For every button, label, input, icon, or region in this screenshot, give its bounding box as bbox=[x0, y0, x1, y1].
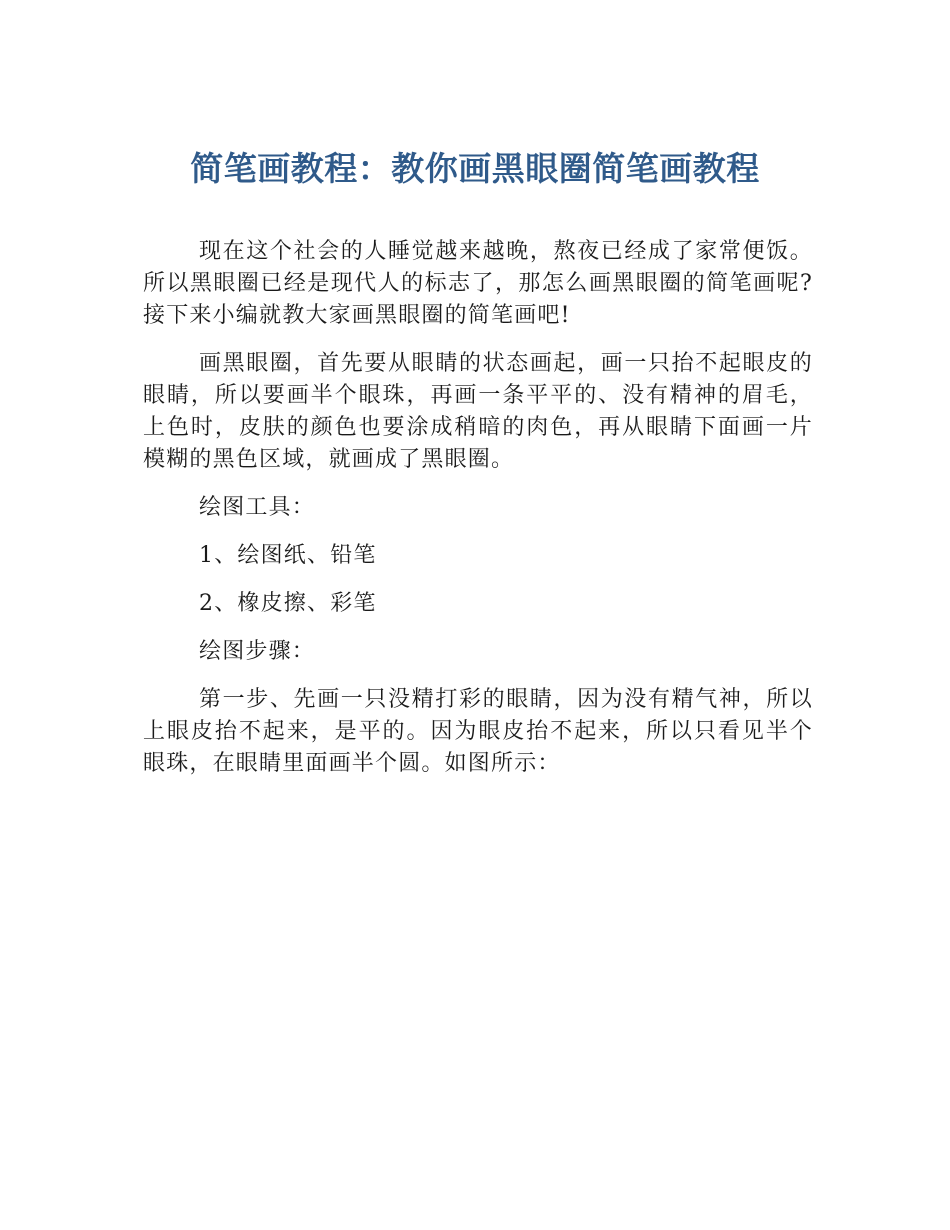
paragraph-tool-item-2: 2、橡皮擦、彩笔 bbox=[199, 591, 377, 616]
document-title: 简笔画教程：教你画黑眼圈简笔画教程 bbox=[190, 149, 760, 188]
paragraph-tools-heading: 绘图工具： bbox=[199, 495, 316, 520]
paragraph-method: 画黑眼圈，首先要从眼睛的状态画起，画一只抬不起眼皮的眼睛，所以要画半个眼珠，再画一条平平的、没有精神的眉毛，上色时，皮肤的颜色也要涂成稍暗的肉色，再从眼睛下面画一片模糊的黑色区域，就画成了黑眼圈。 bbox=[143, 351, 813, 472]
paragraph-steps-heading: 绘图步骤： bbox=[199, 639, 316, 664]
paragraph-intro: 现在这个社会的人睡觉越来越晚，熬夜已经成了家常便饭。所以黑眼圈已经是现代人的标志了，那怎么画黑眼圈的简笔画呢?接下来小编就教大家画黑眼圈的简笔画吧! bbox=[143, 239, 813, 328]
paragraph-step-1: 第一步、先画一只没精打彩的眼睛，因为没有精气神，所以上眼皮抬不起来，是平的。因为眼皮抬不起来，所以只看见半个眼珠，在眼睛里面画半个圆。如图所示： bbox=[143, 687, 813, 776]
paragraph-tool-item-1: 1、绘图纸、铅笔 bbox=[199, 543, 377, 568]
document-body bbox=[143, 236, 813, 796]
